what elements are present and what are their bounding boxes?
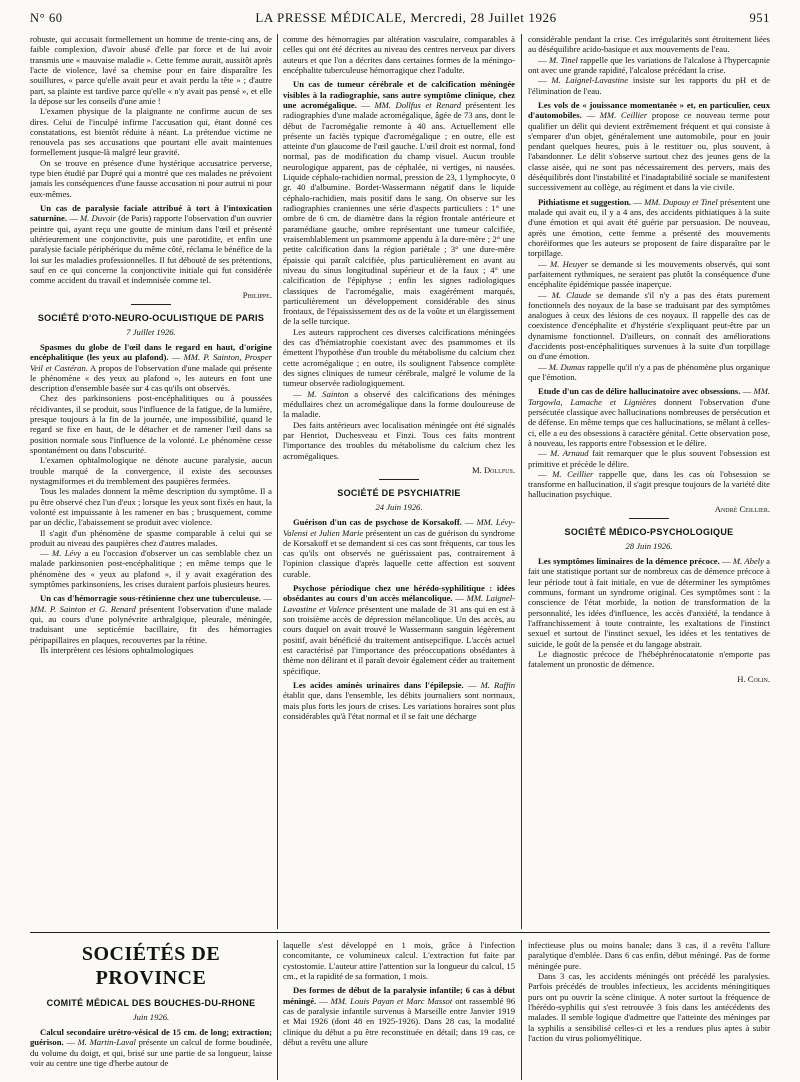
communication-title: Les vols de « jouissance momentanée » et, en particulier, ceux d'automobiles.: [528, 99, 770, 121]
paragraph: Les auteurs rapprochent ces diverses calcifications méningées des cas d'hémiatrophie coexistant avec des psammomes et ils émettent l'hypothèse d'un trouble du métabolisme du calcium chez cette acromégalique ; en outre, ils soulignent l'absence complète des signes cliniques de tumeur cérébrale, malgré le volume de la tumeur observée radiologiquement.: [283, 326, 515, 389]
communication-text: rappelle qu'il n'y a pas de phénomène plus organique que l'émotion.: [528, 361, 770, 382]
communication-title: Calcul secondaire urétro-vésical de 15 cm. de long; extraction; guérison.: [30, 1027, 272, 1048]
bottom-column-middle: [283, 940, 515, 1080]
communication-text: se demande s'il n'y a pas des états purement fonctionnels des noyaux de la base se traduisant par des symptômes analogues à ceux des lésions de ces noyaux. Il rappelle des cas de coexistence d'encéphalite et d'hystérie s'expliquant peut-être par un dynamisme fonctionnel. D'ailleurs, on connaît des améliorations d'accidents post-encéphalitiques survenues à la suite d'un torpillage ou d'une émotion.: [528, 289, 770, 362]
session-date: Juin 1926.: [132, 1011, 170, 1022]
author: MM. Lévy-Valensi et Julien Marie: [283, 517, 515, 538]
communication: — M. Arnaud fait remarquer que le plus souvent l'obsession est primitive et précède le délire.: [528, 448, 770, 469]
author: M. Tinel: [548, 54, 578, 65]
communication: — M. Sainton a observé des calcifications des méninges médullaires chez un acromégalique dans la forme douloureuse de la maladie.: [283, 388, 515, 420]
divider: [629, 518, 669, 519]
communication-text: présente un calcul de forme boudinée, du volume du doigt, et qui, brisé sur une partie de sa longueur, laisse voir au centre une tige d'herbe autour de: [30, 1037, 272, 1069]
session-date: 24 Juin 1926.: [375, 501, 423, 512]
communication-text: insiste sur les rapports du pH et de l'élimination de l'eau.: [528, 75, 770, 96]
communication: Spasmes du globe de l'œil dans le regard en haut, d'origine encéphalitique (les yeux au plafond). — MM. P. Sainton, Prosper Veil et Castéran. A propos de l'observation d'une malade qui présente le phénomène « des yeux au plafond », les auteurs en font une description d'ensemble basée sur 4 cas qu'ils ont observés.: [30, 341, 272, 394]
paragraph: On se trouve en présence d'une hystérique accusatrice perverse, type bien étudié par Dupré qui a montré que ces malades ne prévoient jamais les conséquences d'une fausse accusation ni pour autrui ni pour eux-mêmes.: [30, 157, 272, 199]
communication: Un cas d'hémorragie sous-rétinienne chez une tuberculeuse. — MM. P. Sainton et G. Renard présentent l'observation d'une malade qui, au cours d'une polynévrite arthralgique, pleurale, méningée, traduisant une septicémie bacillaire, fit des hémorragies péripapillaires en plaques, recouvertes par la rétine.: [30, 593, 272, 645]
communication-text: présentent une malade de 31 ans qui en est à son troisième accès de dépression mélancolique. Un des accès, au cours duquel on avait trouvé le Wassermann sanguin légèrement positif, avait bénéficié du traitement antisepcifique. L'accès actuel est caractérisé par l'importance des préoccupations obsédantes à thème non délirant et il paraît devoir également céder au traitement spécifique.: [283, 603, 515, 676]
communication-title: Pithiatisme et suggestion.: [538, 196, 632, 207]
paragraph: Dans 3 cas, les accidents méningés ont précédé les paralysies. Parfois précédés de troubles infectieux, les accidents méningitiques purs ont pu ouvrir la scène clinique. A noter surtout la fréquence de l'hérédo-syphilis qui s'est retrouvée 3 fois dans les antécédents des malades. Il semble logique d'admettre que l'atteinte des méninges par la syphilis a sensibilisé celles-ci et les a rendues plus aptes à subir l'action du virus poliomyélitique.: [528, 970, 770, 1043]
signature: André Ceillier.: [714, 503, 770, 514]
column-right: [528, 34, 770, 929]
page-issue-number: N° 60: [30, 11, 63, 25]
author: MM. P. Sainton et G. Renard: [30, 603, 136, 614]
communication: Calcul secondaire urétro-vésical de 15 cm. de long; extraction; guérison. — M. Martin-Laval présente un calcul de forme boudinée, du volume du doigt, et qui, brisé sur une partie de sa longueur, laisse voir au centre une tige d'herbe autour de: [30, 1027, 272, 1069]
divider: [379, 479, 419, 480]
author: M. Heuyer: [549, 258, 588, 269]
section-heading: SOCIÉTÉS DE PROVINCE: [81, 943, 221, 989]
communication-title: Des formes de début de la paralysie infantile; 6 cas à début méningé.: [283, 985, 515, 1006]
author: M. Duvoir: [80, 213, 116, 224]
column-middle: [283, 34, 515, 929]
paragraph: L'examen physique de la plaignante ne confirme aucun de ses dires. Celui de l'inculpé infirme l'accusation qui, étant donné ces constatations, est bientôt réduite à néant. La prétendue victime ne renouvela pas ses accusations que pourtant elle avait maintenues formellement jusque-là malgré leur gravité.: [30, 106, 272, 158]
paragraph: robuste, qui accusait formellement un homme de trente-cinq ans, de faible complexion, d'avoir abusé d'elle par force et de lui avoir transmis une « mauvaise maladie ». Cette femme aurait, aussitôt après l'acte de violence, lavé sa chemise pour en faire disparaître les souillures, « parce qu'elle avait peur et avait perdu la tête » ; d'autre part, sa plainte est tardive parce qu'elle « n'y avait pas pensé », et elle la dépose sur les conseils d'une amie !: [30, 34, 272, 106]
communication: Guérison d'un cas de psychose de Korsakoff. — MM. Lévy-Valensi et Julien Marie présentent un cas de guérison du syndrome de Korsakoff et se demandent si ces cas sont fréquents, car tous les cas qu'ils ont observés ne guérissaient pas, contrairement à l'opinion classique d'après laquelle cette affection est souvent curable.: [283, 517, 515, 579]
bottom-column-right: [528, 940, 770, 1080]
paragraph: laquelle s'est développé en 1 mois, grâce à l'infection concomitante, ce volumineux calcul. L'extraction fut faite par cystostomie. L'auteur attire l'attention sur la longueur du calcul, 15 cm., et la rapidité de sa formation, 1 mois.: [283, 940, 515, 981]
communication-text: présentent un cas de guérison du syndrome de Korsakoff et se demandent si ces cas sont fréquents, car tous les cas qu'ils ont observés ne guérissaient pas, contrairement à l'opinion classique d'après laquelle cette affection est souvent curable.: [283, 527, 515, 579]
communication-text: donnent l'observation d'une persécutée classique avec hallucinations nombreuses de persécution et de défense. En même temps que ces hallucinations, se mêlant à celles-ci, elle a eu des obsessions à caractère génital. Cette observation pose, à nouveau, les rapports entre l'obsession et le délire.: [528, 396, 770, 448]
paragraph: Tous les malades donnent la même description du symptôme. Il a pu être observé chez l'un d'eux ; lorsque les yeux sont fixés en haut, la volonté est impuissante à les ramener en bas ; brusquement, comme par un déclic, l'abaissement se produit avec violence.: [30, 486, 272, 528]
communication-text: (de Paris) rapporte l'observation d'un ouvrier peintre qui, ayant reçu une goutte de minium dans l'œil et présenté ultérieurement une conjonctivite, puis une parotidite, et enfin une paralysie faciale périphérique du même côté, réclama le bénéfice de la loi sur les maladies professionnelles. Il fut débouté de ses prétentions, sauf en ce qui concerne la conjonctivite initiale qui fut considérée comme accident du travail et indemnisée comme tel.: [30, 213, 272, 286]
communication: — M. Lévy a eu l'occasion d'observer un cas semblable chez un malade parkinsonien post-encéphalitique ; en même temps que le phénomène des « yeux au plafond », il y avait exagération des symptômes parkinsoniens, les crises duraient parfois plusieurs heures.: [30, 548, 272, 590]
communication: Des formes de début de la paralysie infantile; 6 cas à début méningé. — MM. Louis Payan et Marc Massot ont rassemblé 96 cas de paralysie infantile survenus à Marseille entre Janvier 1919 et Mai 1926 (dont 48 en 1925-1926). Dans 28 cas, la modalité clinique du début a pu être reconstituée en détail; dans 19 cas, ce début a revêtu une allure: [283, 985, 515, 1047]
paragraph: Le diagnostic précoce de l'hébéphrénocatatonie n'emporte pas fatalement un pronostic de démence.: [528, 648, 770, 670]
paragraph: L'examen ophtalmologique ne dénote aucune paralysie, aucun trouble marqué de la convergence, il existe des secousses nystagmiformes et du tremblement des paupières fermées.: [30, 455, 272, 486]
column-divider: [277, 940, 278, 1080]
communication: Un cas de paralysie faciale attribué à tort à l'intoxication saturnine. — M. Duvoir (de Paris) rapporte l'observation d'un ouvrier peintre qui, ayant reçu une goutte de minium dans l'œil et présenté ultérieurement une conjonctivite, puis une parotidite, et enfin une paralysie faciale périphérique du même côté, réclama le bénéfice de la loi sur les maladies professionnelles. Il fut débouté de ses prétentions, sauf en ce qui concerne la conjonctivite initiale qui fut considérée comme accident du travail et indemnisée comme tel.: [30, 203, 272, 286]
communication: Un cas de tumeur cérébrale et de calcification méningée visibles à la radiographie, sans autre symptôme clinique, chez une acromégalique. — MM. Dollfus et Renard présentent les radiographies d'une malade acromégalique, âgée de 73 ans, dont le début de l'acromégalie remonte à 40 ans. Actuellement elle présente un faciès typique d'acromégalique ; en outre, elle est atteinte d'un glaucome de l'œil gauche. L'œil droit est normal, fond normal, pas de modification du champ visuel. Aucun trouble neurologique apparent, pas de céphalée, ni vertiges, ni nausées. Liquide céphalo-rachidien normal, pression de 23, 1 lymphocyte, 0 gr. 40 d'albumine. Bordet-Wassermann négatif dans le liquide céphalo-rachidien, mais positif dans le sang. On observe sur les radiographies craniennes une série d'aspects particuliers : 1° une ombre de 6 cm. de diamètre dans la région frontale antérieure et paramédiane gauche, ombre représentant une tumeur calcifiée, vraisemblablement un psammome appendu à la dure-mère ; 2° une petite calcification dans la région pariétale ; 3° une dure-mère épaissie qui paraît calcifiée, plus particulièrement en avant au niveau du sinus longitudinal supérieur et de la faux ; 4° une calcification de l'épiphyse ; enfin les signes radiologiques classiques de l'acromégalie, mais exagérément marqués, particulièrement un développement considérable des sinus frontaux, de l'épaississement des os de la voûte et un élargissement de la selle turcique.: [283, 79, 515, 327]
author: MM. Ceillier: [599, 110, 648, 121]
communication-text: présentent une malade qui avait eu, il y a 4 ans, des accidents pithiatiques à la suite d'une émotion et qui avait été guérie par persuasion. De nouveau, après une émotion, cette femme a présenté des mouvements choréiformes que les auteurs se proposent de faire disparaître par le torpillage.: [528, 196, 770, 259]
communication: — M. Heuyer se demande si les mouvements observés, qui sont parfaitement rythmiques, ne seraient pas plutôt la conséquence d'une encéphalite épidémique passée inaperçue.: [528, 258, 770, 290]
communication: Les vols de « jouissance momentanée » et, en particulier, ceux d'automobiles. — MM. Ceillier propose ce nouveau terme pour qualifier un délit qui devient extrêmement fréquent et qui consiste à s'emparer d'un objet, généralement une automobile, pour en jouir pendant quelques heures, puis à le restituer ou, plus souvent, à l'abandonner. Le délit s'observe surtout chez des jeunes gens de la classe aisée, qui ne sont pas nécessairement des pervers, mais des déséquilibrés dont l'instabilité et l'inadaptabilité sociale se manifestent successivement au collège, au régiment et dans la vie civile.: [528, 99, 770, 193]
author: M. Dumas: [548, 361, 585, 372]
communication-text: rappelle que, dans les cas où l'obsession se transforme en hallucination, il s'agit presque toujours de la variété dite hallucination psychique.: [528, 468, 770, 500]
communication-title: Spasmes du globe de l'œil dans le regard en haut, d'origine encéphalitique (les yeux au plafond).: [30, 341, 272, 363]
communication-text: a eu l'occasion d'observer un cas semblable chez un malade parkinsonien post-encéphalitique ; en même temps que le phénomène des « yeux au plafond », il y avait exagération des symptômes parkinsoniens, les crises duraient parfois plusieurs heures.: [30, 548, 272, 590]
communication-text: ont rassemblé 96 cas de paralysie infantile survenus à Marseille entre Janvier 1919 et Mai 1926 (dont 48 en 1925-1926). Dans 28 cas, la modalité clinique du début a pu être reconstituée en détail; dans 19 cas, ce début a revêtu une allure: [283, 995, 515, 1047]
communication: Pithiatisme et suggestion. — MM. Dupouy et Tinel présentent une malade qui avait eu, il y a 4 ans, des accidents pithiatiques à la suite d'une émotion et qui avait été guérie par persuasion. De nouveau, après une émotion, cette femme a présenté des mouvements choréiformes que les auteurs se proposent de faire disparaître par le torpillage.: [528, 196, 770, 259]
author: M. Sainton: [307, 388, 349, 399]
author: M. Abely: [732, 556, 764, 567]
paragraph: considérable pendant la crise. Ces irrégularités sont étroitement liées au déséquilibre acido-basique et aux mouvements de l'eau.: [528, 34, 770, 55]
section-divider: [30, 932, 770, 933]
communication-text: fait remarquer que le plus souvent l'obsession est primitive et précède le délire.: [528, 448, 770, 469]
author: M. Lévy: [52, 548, 81, 559]
author: M. Ceillier: [552, 468, 594, 479]
author: MM. Louis Payan et Marc Massot: [330, 995, 453, 1006]
communication: Etude d'un cas de délire hallucinatoire avec obsessions. — MM. Targowla, Lamache et Lignières donnent l'observation d'une persécutée classique avec hallucinations nombreuses de persécution et de défense. En même temps que ces hallucinations, se mêlant à celles-ci, elle a eu des obsessions à caractère génital. Cette observation pose, à nouveau, les rapports entre l'obsession et le délire.: [528, 386, 770, 448]
author: M. Claude: [551, 289, 591, 300]
communication: Les acides aminés urinaires dans l'épilepsie. — M. Raffin établit que, dans l'ensemble, les débits journaliers sont normaux, mais plus forts les jours de crises. Les variations horaires sont plus considérables qu'à l'état normal et il se fait une décharge: [283, 679, 515, 721]
communication-text: A propos de l'observation d'une malade qui présente le phénomène « des yeux au plafond », les auteurs en font une description d'ensemble basée sur 4 cas qu'ils ont observés.: [30, 362, 272, 394]
session-date: 7 Juillet 1926.: [126, 326, 176, 337]
bottom-column-left: [30, 940, 272, 1080]
communication-text: établit que, dans l'ensemble, les débits journaliers sont normaux, mais plus forts les jours de crises. Les variations horaires sont plus considérables qu'à l'état normal et il se fait une décharge: [283, 690, 515, 721]
communication: Les symptômes liminaires de la démence précoce. — M. Abely a fait une statistique portant sur de nombreux cas de démence précoce à leur période tout à fait initiale, en vue de déterminer les symptômes communs, formant un syndrome original. Ces symptômes sont : la conscience de l'état morbide, la notion de transformation de la personnalité, les idées d'influence, les accès d'anxiété, la tendance à l'affranchissement à toute contrainte, les exaltations de l'instinct sexuel et surtout de l'instinct sexuel, les idées et les tentatives de suicide, le goût de la pensée et du langage abstrait.: [528, 556, 770, 649]
communication-text: présentent l'observation d'une malade qui, au cours d'une polynévrite arthralgique, pleurale, méningée, traduisant une septicémie bacillaire, fit des hémorragies péripapillaires en plaques, recouvertes par la rétine.: [30, 603, 272, 645]
author: M. Arnaud: [550, 448, 589, 459]
session-date: 28 Juin 1926.: [625, 540, 673, 551]
communication: — M. Claude se demande s'il n'y a pas des états purement fonctionnels des noyaux de la base se traduisant par des symptômes analogues à ceux des lésions de ces noyaux. Il rappelle des cas de coexistence d'encéphalite et d'hystérie s'expliquant peut-être par un dynamisme fonctionnel. D'ailleurs, on connaît des améliorations d'accidents post-encéphalitiques survenues à la suite d'un torpillage ou d'une émotion.: [528, 289, 770, 362]
communication: — M. Laignel-Lavastine insiste sur les rapports du pH et de l'élimination de l'eau.: [528, 75, 770, 96]
paragraph: Chez des parkinsoniens post-encéphalitiques ou à poussées récidivantes, il se produit, sous l'influence de la fatigue, de la lumière, presque toujours à la fin de la journée, une impossibilité, quand le regard se fixe en haut, de le détacher et de ramener l'œil dans sa position normale sous l'influence de la volonté. Le phénomène cesse spontanément ou dans l'obscurité.: [30, 393, 272, 456]
communication-text: rappelle que les variations de l'alcalose à l'hypercapnie ont avec une grande rapidité, l'alcalose précédant la crise.: [528, 54, 770, 75]
communication-text: a fait une statistique portant sur de nombreux cas de démence précoce à leur période tout à fait initiale, en vue de déterminer les symptômes communs, formant un syndrome original. Ces symptômes sont : la conscience de l'état morbide, la notion de transformation de la personnalité, les idées d'influence, les accès d'anxiété, la tendance à l'affranchissement à toute contrainte, les exaltations de l'instinct sexuel et surtout de l'instinct sexuel, les idées et les tentatives de suicide, le goût de la pensée et du langage abstrait.: [528, 556, 770, 649]
page-number: 951: [749, 11, 770, 25]
column-divider: [521, 34, 522, 929]
communication-title: Un cas d'hémorragie sous-rétinienne chez une tuberculeuse.: [40, 593, 261, 604]
communication-title: Psychose périodique chez une hérédo-syphilitique : idées obsédantes au cours d'un accès mélancolique.: [283, 583, 515, 604]
column-left: [30, 34, 272, 929]
column-divider: [521, 940, 522, 1080]
signature: M. Dollfus.: [472, 464, 515, 475]
page-header: [30, 10, 770, 28]
paragraph: Ils interprètent ces lésions ophtalmologiques: [40, 644, 194, 655]
communication-title: Un cas de paralysie faciale attribué à tort à l'intoxication saturnine.: [30, 203, 272, 224]
signature: H. Colin.: [737, 673, 770, 684]
communication-text: propose ce nouveau terme pour qualifier un délit qui devient extrêmement fréquent et qui consiste à s'emparer d'un objet, généralement une automobile, pour en jouir pendant quelques heures, puis à le restituer ou, plus souvent, à l'abandonner. Le délit s'observe surtout chez des jeunes gens de la classe aisée, qui ne sont pas nécessairement des pervers, mais des déséquilibrés dont l'instabilité et l'inadaptabilité sociale se manifestent successivement au collège, au régiment et dans la vie civile.: [528, 110, 770, 193]
author: MM. P. Sainton, Prosper Veil et Castéran.: [30, 352, 272, 373]
communication-text: présentent les radiographies d'une malade acromégalique, âgée de 73 ans, dont le début de l'acromégalie remonte à 40 ans. Actuellement elle présente un faciès typique d'acromégalique ; en outre, elle est atteinte d'un glaucome de l'œil gauche. L'œil droit est normal, fond normal, pas de modification du champ visuel. Aucun trouble neurologique apparent, pas de céphalée, ni vertiges, ni nausées. Liquide céphalo-rachidien normal, pression de 23, 1 lymphocyte, 0 gr. 40 d'albumine. Bordet-Wassermann négatif dans le liquide céphalo-rachidien, mais positif dans le sang. On observe sur les radiographies craniennes une série d'aspects particuliers : 1° une ombre de 6 cm. de diamètre dans la région frontale antérieure et paramédiane gauche, ombre représentant une tumeur calcifiée, vraisemblablement un psammome appendu à la dure-mère ; 2° une petite calcification dans la région pariétale ; 3° une dure-mère épaissie qui paraît calcifiée, plus particulièrement en avant au niveau du sinus longitudinal supérieur et de la faux ; 4° une calcification de l'épiphyse ; enfin les signes radiologiques classiques de l'acromégalie, mais exagérément marqués, particulièrement un développement considérable des sinus frontaux, de l'épaississement des os de la voûte et un élargissement de la selle turcique.: [283, 99, 515, 327]
communication-text: se demande si les mouvements observés, qui sont parfaitement rythmiques, ne seraient pas plutôt la conséquence d'une encéphalite épidémique passée inaperçue.: [528, 258, 770, 290]
author: MM. Dollfus et Renard: [374, 99, 462, 110]
author: M. Raffin: [480, 679, 515, 690]
author: M. Martin-Laval: [77, 1037, 136, 1048]
author: MM. Targowla, Lamache et Lignières: [528, 386, 770, 407]
author: MM. Dupouy et Tinel: [644, 196, 718, 207]
communication: — M. Ceillier rappelle que, dans les cas où l'obsession se transforme en hallucination, il s'agit presque toujours de la variété dite hallucination psychique.: [528, 468, 770, 500]
communication-title: Un cas de tumeur cérébrale et de calcification méningée visibles à la radiographie, sans autre symptôme clinique, chez une acromégalique.: [283, 79, 515, 110]
paragraph: Des faits antérieurs avec localisation méningée ont été signalés par Henriot, Duchesveau et Finzi. Tous ces faits montrent l'importance des troubles du métabolisme du calcium chez les acromégaliques.: [283, 419, 515, 461]
author: MM. Laignel-Lavastine et Valence: [283, 593, 515, 614]
paragraph: Il s'agit d'un phénomène de spasme comparable à celui qui se produit au niveau des paupières chez d'autres malades.: [30, 527, 272, 548]
communication: — M. Dumas rappelle qu'il n'y a pas de phénomène plus organique que l'émotion.: [528, 361, 770, 382]
author: M. Laignel-Lavastine: [551, 75, 629, 86]
divider: [131, 304, 171, 305]
communication: — M. Tinel rappelle que les variations de l'alcalose à l'hypercapnie ont avec une grande rapidité, l'alcalose précédant la crise.: [528, 54, 770, 75]
society-heading: COMITÉ MÉDICAL DES BOUCHES-DU-RHONE: [46, 998, 256, 1008]
society-heading: SOCIÉTÉ D'OTO-NEURO-OCULISTIQUE DE PARIS: [37, 312, 265, 323]
signature: Philippe.: [242, 289, 272, 300]
society-heading: SOCIÉTÉ DE PSYCHIATRIE: [337, 488, 461, 499]
communication: Psychose périodique chez une hérédo-syphilitique : idées obsédantes au cours d'un accès mélancolique. — MM. Laignel-Lavastine et Valence présentent une malade de 31 ans qui en est à son troisième accès de dépression mélancolique. Un des accès, au cours duquel on avait trouvé le Wassermann sanguin légèrement positif, avait bénéficié du traitement antisepcifique. L'accès actuel est caractérisé par l'importance des préoccupations obsédantes à thème non délirant et il paraît devoir également céder au traitement spécifique.: [283, 583, 515, 676]
communication-title: Etude d'un cas de délire hallucinatoire avec obsessions.: [538, 386, 741, 397]
paragraph: infectieuse plus ou moins banale; dans 3 cas, il a revêtu l'allure paralytique d'emblée. Dans 6 cas enfin, début méningé. Pas de forme méningée pure.: [528, 940, 770, 971]
communication-text: a observé des calcifications des méninges médullaires chez un acromégalique dans la forme douloureuse de la maladie.: [283, 388, 515, 420]
communication-title: Guérison d'un cas de psychose de Korsakoff.: [293, 517, 462, 528]
paragraph: comme des hémorragies par altération vasculaire, comparables à celles qui ont été décrites au niveau des centres nerveux par divers auteurs et que l'on a décrites dans certaines formes de la méningo-encéphalite tuberculeuse hémorragique chez l'adulte.: [283, 34, 515, 75]
communication-title: Les symptômes liminaires de la démence précoce.: [538, 556, 720, 567]
society-heading: SOCIÉTÉ MÉDICO-PSYCHOLOGIQUE: [564, 527, 734, 538]
journal-title: LA PRESSE MÉDICALE, Mercredi, 28 Juillet 1926: [255, 10, 557, 25]
communication-title: Les acides aminés urinaires dans l'épilepsie.: [293, 679, 464, 690]
column-divider: [277, 34, 278, 929]
